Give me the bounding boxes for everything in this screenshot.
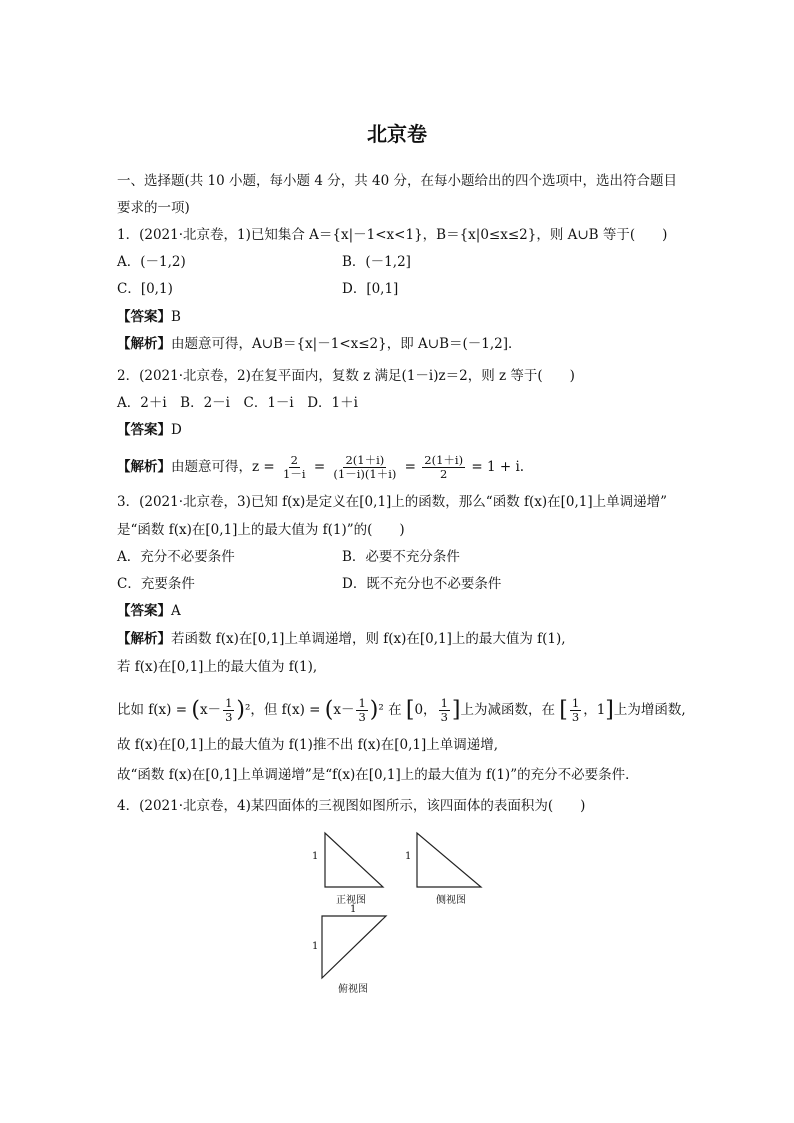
q2-options: A．2＋i B．2－i C．1－i D．1＋i bbox=[117, 395, 358, 411]
example-text: 比如 f(x) = bbox=[117, 702, 188, 718]
numerator: 1 bbox=[440, 696, 448, 710]
equals: = bbox=[313, 459, 326, 475]
analysis-label: 【解析】 bbox=[117, 631, 171, 647]
analysis-text: 若函数 f(x)在[0,1]上单调递增，则 f(x)在[0,1]上的最大值为 f(1), bbox=[171, 631, 566, 647]
answer-value: B bbox=[171, 309, 181, 325]
denominator: 3 bbox=[440, 710, 448, 724]
paren-right: ) bbox=[236, 697, 245, 723]
bracket-left: [ bbox=[559, 697, 568, 723]
front-view-triangle bbox=[325, 833, 383, 887]
bracket-right: ] bbox=[451, 697, 461, 723]
q3-analysis-line2: 若 f(x)在[0,1]上的最大值为 f(1), bbox=[117, 659, 318, 675]
analysis-prefix: 由题意可得，z = bbox=[171, 459, 275, 475]
example-expr: x－ bbox=[199, 702, 222, 718]
q1-option-d: D．[0,1] bbox=[342, 281, 399, 297]
q1-option-a: A．(－1,2) bbox=[117, 254, 186, 270]
example-text: ²，但 f(x) = bbox=[244, 702, 321, 718]
q3-option-a: A．充分不必要条件 bbox=[117, 549, 235, 565]
q3-option-d: D．既不充分也不必要条件 bbox=[342, 576, 502, 592]
analysis-label: 【解析】 bbox=[117, 336, 171, 352]
example-text: 上为减函数，在 bbox=[460, 702, 555, 718]
example-expr: x－ bbox=[333, 702, 355, 718]
denominator: 2 bbox=[440, 467, 448, 481]
answer-label: 【答案】 bbox=[117, 422, 171, 438]
top-view-triangle bbox=[322, 916, 386, 978]
numerator: 1 bbox=[225, 696, 233, 710]
paren-left: ( bbox=[191, 697, 200, 723]
front-view-dimension: 1 bbox=[312, 851, 319, 862]
numerator: 2 bbox=[290, 453, 298, 467]
front-view-label: 正视图 bbox=[336, 895, 366, 906]
q4-stem: 4．(2021·北京卷，4)某四面体的三视图如图所示，该四面体的表面积为( ) bbox=[117, 798, 586, 814]
bracket-left: [ bbox=[405, 697, 415, 723]
answer-label: 【答案】 bbox=[117, 603, 171, 619]
page-title: 北京卷 bbox=[367, 122, 427, 146]
denominator: 3 bbox=[225, 710, 233, 724]
q3-stem-line1: 3．(2021·北京卷，3)已知 f(x)是定义在[0,1]上的函数，那么“函数 f(x)在[0,1]上单调递增” bbox=[117, 494, 668, 510]
numerator: 1 bbox=[571, 696, 580, 710]
answer-label: 【答案】 bbox=[117, 309, 171, 325]
top-view-dimension-horizontal: 1 bbox=[350, 904, 357, 915]
q2-stem: 2．(2021·北京卷，2)在复平面内，复数 z 满足(1－i)z＝2，则 z 等于( ) bbox=[117, 368, 575, 384]
q3-option-b: B．必要不充分条件 bbox=[342, 549, 460, 565]
side-view-label: 侧视图 bbox=[436, 895, 466, 906]
numerator: 2(1＋i) bbox=[424, 453, 464, 467]
example-text: ² 在 bbox=[378, 702, 402, 718]
q3-analysis-line4: 故“函数 f(x)在[0,1]上单调递增”是“f(x)在[0,1]上的最大值为 f(1)”的充分不必要条件． bbox=[117, 767, 639, 783]
q3-option-c: C．充要条件 bbox=[117, 576, 195, 592]
answer-value: A bbox=[171, 603, 181, 619]
q3-analysis-line3: 故 f(x)在[0,1]上的最大值为 f(1)推不出 f(x)在[0,1]上单调递增, bbox=[117, 737, 499, 753]
q3-stem-line2: 是“函数 f(x)在[0,1]上的最大值为 f(1)”的( ) bbox=[117, 522, 405, 538]
bracket-right: ] bbox=[605, 697, 614, 723]
equals: = bbox=[404, 459, 416, 475]
q1-option-c: C．[0,1) bbox=[117, 281, 173, 297]
denominator: 3 bbox=[358, 710, 366, 724]
section-heading-line2: 要求的一项) bbox=[117, 200, 190, 216]
paren-left: ( bbox=[324, 697, 334, 723]
interval-start: 0， bbox=[414, 702, 437, 718]
example-text: 上为增函数, bbox=[613, 702, 686, 718]
analysis-label: 【解析】 bbox=[117, 459, 171, 475]
q1-option-b: B．(－1,2] bbox=[342, 254, 411, 270]
interval-end: ，1 bbox=[583, 702, 606, 718]
top-view-dimension-vertical: 1 bbox=[312, 941, 319, 952]
denominator: (1－i)(1＋i) bbox=[333, 467, 397, 481]
side-view-dimension: 1 bbox=[405, 851, 412, 862]
numerator: 2(1＋i) bbox=[345, 453, 385, 467]
paren-right: ) bbox=[369, 697, 379, 723]
numerator: 1 bbox=[358, 696, 366, 710]
section-heading-line1: 一、选择题(共 10 小题，每小题 4 分，共 40 分，在每小题给出的四个选项中，选出符合题目 bbox=[117, 173, 677, 189]
analysis-text: 由题意可得，A∪B＝{x|－1<x≤2}，即 A∪B＝(－1,2]． bbox=[171, 336, 522, 352]
answer-value: D bbox=[171, 422, 182, 438]
denominator: 1－i bbox=[283, 467, 306, 481]
side-view-triangle bbox=[417, 833, 481, 887]
denominator: 3 bbox=[571, 710, 580, 724]
top-view-label: 俯视图 bbox=[338, 984, 368, 995]
result: = 1 + i. bbox=[471, 459, 525, 475]
q1-stem: 1．(2021·北京卷，1)已知集合 A＝{x|－1<x<1}，B＝{x|0≤x≤2}，则 A∪B 等于( ) bbox=[117, 227, 668, 243]
